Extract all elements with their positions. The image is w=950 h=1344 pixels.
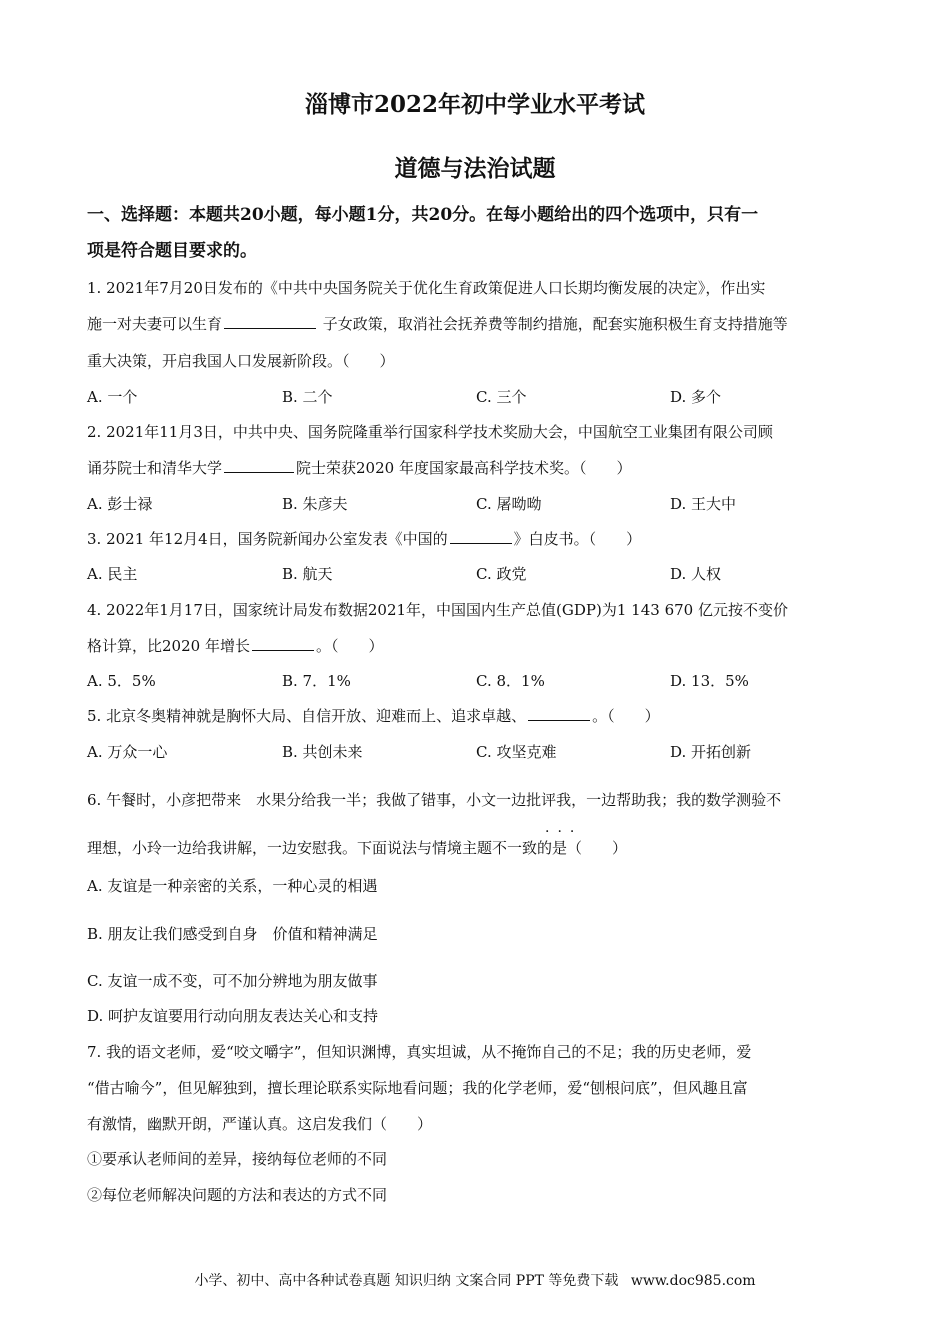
q2-blank bbox=[224, 458, 294, 473]
q1-blank bbox=[224, 314, 316, 329]
q5-option-b: B. 共创未来 bbox=[282, 743, 363, 761]
q2-line2 bbox=[87, 458, 631, 478]
q3-option-c: C. 政党 bbox=[476, 565, 527, 583]
q7-statement-2: ②每位老师解决问题的方法和表达的方式不同 bbox=[87, 1186, 388, 1204]
q3-option-b: B. 航天 bbox=[282, 565, 333, 583]
q3-blank bbox=[450, 529, 512, 544]
q5-line1 bbox=[87, 706, 660, 726]
q6-option-a: A. 友谊是一种亲密的关系，一种心灵的相遇 bbox=[87, 877, 378, 895]
q3-option-a: A. 民主 bbox=[87, 565, 138, 583]
q4-line2-b: 。（ ） bbox=[315, 637, 384, 655]
q4-line2-a: 格计算，比2020 年增长 bbox=[87, 637, 250, 655]
q5-option-d: D. 开拓创新 bbox=[670, 743, 752, 761]
section-heading-line1: 一、选择题：本题共20小题，每小题1分，共20分。在每小题给出的四个选项中，只有一 bbox=[87, 205, 759, 225]
q6-option-d: D. 呵护友谊要用行动向朋友表达关心和支持 bbox=[87, 1007, 379, 1025]
q2-option-c: C. 屠呦呦 bbox=[476, 495, 542, 513]
q7-statement-1: ①要承认老师间的差异，接纳每位老师的不同 bbox=[87, 1150, 388, 1168]
q2-option-a: A. 彭士禄 bbox=[87, 495, 153, 513]
q1-line2-b: 子女政策，取消社会抚养费等制约措施，配套实施积极生育支持措施等 bbox=[322, 315, 788, 333]
q4-blank bbox=[252, 636, 314, 651]
q2-line2-a: 诵芬院士和清华大学 bbox=[87, 459, 223, 477]
section-heading-line2: 项是符合题目要求的。 bbox=[87, 241, 257, 261]
footer-url[interactable]: www.doc985.com bbox=[630, 1273, 756, 1289]
q4-line1: 4. 2022年1月17日，国家统计局发布数据2021年，中国国内生产总值(GDP)为1 143 670 亿元按不变价 bbox=[87, 601, 788, 619]
q4-line2 bbox=[87, 636, 383, 656]
q1-option-b: B. 二个 bbox=[282, 388, 333, 406]
q3-line1-a: 3. 2021 年12月4日，国务院新闻办公室发表《中国的 bbox=[87, 530, 448, 548]
q4-option-d: D. 13．5% bbox=[670, 672, 749, 690]
footer-text: 小学、初中、高中各种试卷真题 知识归纳 文案合同 PPT 等免费下载 bbox=[194, 1273, 619, 1289]
exam-title: 淄博市2022年初中学业水平考试 bbox=[304, 91, 645, 118]
q3-line1 bbox=[87, 529, 641, 549]
q7-line2: “借古喻今”，但见解独到，擅长理论联系实际地看问题；我的化学老师，爱“刨根问底”，但风趣且富 bbox=[87, 1079, 748, 1097]
q1-line2 bbox=[87, 314, 788, 334]
q5-line1-a: 5. 北京冬奥精神就是胸怀大局、自信开放、迎难而上、追求卓越、 bbox=[87, 707, 527, 725]
q7-line1: 7. 我的语文老师，爱“咬文嚼字”，但知识渊博，真实坦诚，从不掩饰自己的不足；我的历史老师，爱 bbox=[87, 1043, 752, 1061]
q6-line1: 6. 午餐时，小彦把带来 水果分给我一半；我做了错事，小文一边批评我，一边帮助我；我的数学测验不 bbox=[87, 791, 782, 809]
q5-option-a: A. 万众一心 bbox=[87, 743, 168, 761]
q5-line1-b: 。（ ） bbox=[592, 707, 660, 725]
q6-emphasis-dots: ··· bbox=[545, 824, 583, 840]
q2-line2-b: 院士荣获2020 年度国家最高科学技术奖。（ ） bbox=[296, 459, 632, 477]
q1-line3: 重大决策，开启我国人口发展新阶段。（ ） bbox=[87, 352, 395, 370]
q6-line2: 理想，小玲一边给我讲解，一边安慰我。下面说法与情境主题不一致的是（ ） bbox=[87, 839, 628, 857]
q6-option-b: B. 朋友让我们感受到自身 价值和精神满足 bbox=[87, 925, 378, 943]
q5-option-c: C. 攻坚克难 bbox=[476, 743, 557, 761]
q3-option-d: D. 人权 bbox=[670, 565, 722, 583]
q7-line3: 有激情，幽默开朗，严谨认真。这启发我们（ ） bbox=[87, 1115, 433, 1133]
q1-line1: 1. 2021年7月20日发布的《中共中央国务院关于优化生育政策促进人口长期均衡发展的决定》，作出实 bbox=[87, 279, 766, 297]
q2-line1: 2. 2021年11月3日，中共中央、国务院隆重举行国家科学技术奖励大会，中国航空工业集团有限公司顾 bbox=[87, 423, 773, 441]
q1-line2-a: 施一对夫妻可以生育 bbox=[87, 315, 223, 333]
q6-option-c: C. 友谊一成不变，可不加分辨地为朋友做事 bbox=[87, 972, 378, 990]
q1-option-c: C. 三个 bbox=[476, 388, 527, 406]
q1-option-d: D. 多个 bbox=[670, 388, 722, 406]
q3-line1-b: 》白皮书。（ ） bbox=[513, 530, 642, 548]
q2-option-d: D. 王大中 bbox=[670, 495, 737, 513]
page-footer bbox=[0, 1270, 950, 1290]
q1-option-a: A. 一个 bbox=[87, 388, 138, 406]
q4-option-b: B. 7．1% bbox=[282, 672, 351, 690]
q5-blank bbox=[528, 706, 590, 721]
q4-option-a: A. 5．5% bbox=[87, 672, 156, 690]
q4-option-c: C. 8．1% bbox=[476, 672, 545, 690]
exam-subtitle: 道德与法治试题 bbox=[394, 155, 556, 182]
q2-option-b: B. 朱彦夫 bbox=[282, 495, 348, 513]
